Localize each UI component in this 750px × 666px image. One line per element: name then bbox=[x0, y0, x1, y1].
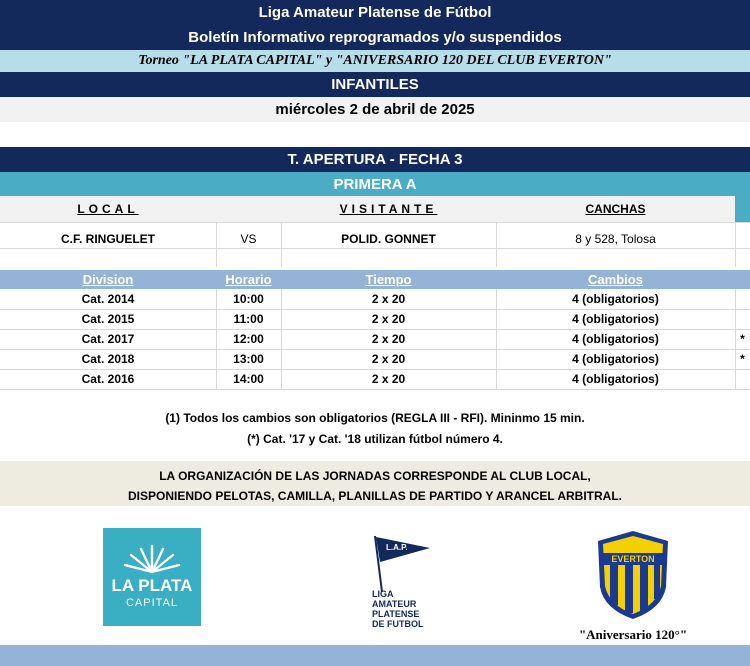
cancha-address: 8 y 528, Tolosa bbox=[575, 232, 656, 246]
everton-banner-text: EVERTON bbox=[611, 554, 655, 564]
grid-line bbox=[216, 222, 217, 267]
footer-bar bbox=[0, 645, 750, 666]
row-tiempo: 2 x 20 bbox=[371, 332, 406, 346]
lap-logo-text bbox=[372, 589, 424, 629]
match-header-accent bbox=[735, 196, 750, 222]
col-horario: Horario bbox=[225, 272, 272, 287]
league-title: Liga Amateur Platense de Fútbol bbox=[0, 0, 750, 25]
grid-line bbox=[496, 289, 497, 389]
row-division: Cat. 2017 bbox=[81, 332, 135, 346]
visitante-team: POLID. GONNET bbox=[341, 232, 436, 246]
lap-line: AMATEUR bbox=[372, 599, 417, 609]
division-title: PRIMERA A bbox=[0, 172, 750, 196]
laplata-logo-subtext: CAPITAL bbox=[125, 597, 179, 609]
row-horario: 14:00 bbox=[233, 372, 264, 386]
note-cambios: (1) Todos los cambios son obligatorios (REGLA III - RFI). Mininmo 15 min. bbox=[165, 411, 585, 425]
row-division: Cat. 2018 bbox=[81, 352, 135, 366]
row-tiempo: 2 x 20 bbox=[371, 312, 406, 326]
row-cambios: 4 (obligatorios) bbox=[572, 312, 659, 326]
grid-line bbox=[0, 309, 750, 310]
local-header: LOCAL bbox=[77, 202, 139, 216]
row-cambios: 4 (obligatorios) bbox=[572, 292, 659, 306]
row-cambios: 4 (obligatorios) bbox=[572, 372, 659, 386]
shield-icon bbox=[596, 529, 670, 621]
note-futbol: (*) Cat. '17 y Cat. '18 utilizan fútbol número 4. bbox=[247, 432, 503, 446]
grid-line bbox=[0, 222, 750, 223]
grid-line bbox=[0, 329, 750, 330]
grid-line bbox=[496, 222, 497, 267]
col-tiempo: Tiempo bbox=[365, 272, 412, 287]
canchas-header: CANCHAS bbox=[585, 202, 646, 216]
grid-line bbox=[735, 222, 736, 267]
laplata-capital-logo bbox=[103, 528, 201, 626]
grid-line bbox=[281, 289, 282, 389]
row-horario: 10:00 bbox=[233, 292, 264, 306]
row-tiempo: 2 x 20 bbox=[371, 352, 406, 366]
row-horario: 13:00 bbox=[233, 352, 264, 366]
row-cambios: 4 (obligatorios) bbox=[572, 332, 659, 346]
grid-line bbox=[216, 289, 217, 389]
visitante-header: VISITANTE bbox=[339, 202, 438, 216]
aniversario-caption: "Aniversario 120°" bbox=[578, 627, 688, 642]
grid-line bbox=[0, 248, 750, 249]
row-mark: * bbox=[740, 332, 745, 346]
grid-line bbox=[735, 289, 736, 389]
lap-logo bbox=[370, 534, 445, 634]
row-division: Cat. 2016 bbox=[81, 372, 135, 386]
row-mark: * bbox=[740, 352, 745, 366]
col-division: Division bbox=[82, 272, 134, 287]
grid-line bbox=[0, 369, 750, 370]
bulletin-subtitle: Boletín Informativo reprogramados y/o suspendidos bbox=[0, 25, 750, 50]
match-date: miércoles 2 de abril de 2025 bbox=[0, 97, 750, 122]
row-horario: 12:00 bbox=[233, 332, 264, 346]
lap-line: LIGA bbox=[372, 589, 394, 599]
vs-label: VS bbox=[240, 232, 257, 246]
organization-line2: DISPONIENDO PELOTAS, CAMILLA, PLANILLAS DE PARTIDO Y ARANCEL ARBITRAL. bbox=[127, 489, 622, 503]
organization-line1: LA ORGANIZACIÓN DE LAS JORNADAS CORRESPONDE AL CLUB LOCAL, bbox=[159, 469, 591, 483]
everton-crest bbox=[596, 529, 670, 621]
row-mark bbox=[735, 289, 750, 309]
row-tiempo: 2 x 20 bbox=[371, 292, 406, 306]
lap-line: PLATENSE bbox=[372, 609, 420, 619]
row-division: Cat. 2014 bbox=[81, 292, 135, 306]
row-tiempo: 2 x 20 bbox=[371, 372, 406, 386]
row-mark bbox=[735, 369, 750, 389]
category-title: INFANTILES bbox=[0, 72, 750, 97]
grid-line bbox=[0, 389, 750, 390]
row-horario: 11:00 bbox=[233, 312, 264, 326]
row-mark bbox=[735, 309, 750, 329]
lap-line: DE FUTBOL bbox=[372, 619, 424, 629]
row-cambios: 4 (obligatorios) bbox=[572, 352, 659, 366]
laplata-logo-text: LA PLATA bbox=[111, 576, 193, 595]
lap-flag-text: L.A.P. bbox=[386, 543, 408, 552]
grid-line bbox=[0, 349, 750, 350]
grid-line bbox=[281, 222, 282, 267]
tournament-title: Torneo "LA PLATA CAPITAL" y "ANIVERSARIO 120 DEL CLUB EVERTON" bbox=[0, 50, 750, 72]
fecha-title: T. APERTURA - FECHA 3 bbox=[0, 147, 750, 172]
col-cambios: Cambios bbox=[588, 272, 643, 287]
row-division: Cat. 2015 bbox=[81, 312, 135, 326]
local-team: C.F. RINGUELET bbox=[60, 232, 155, 246]
